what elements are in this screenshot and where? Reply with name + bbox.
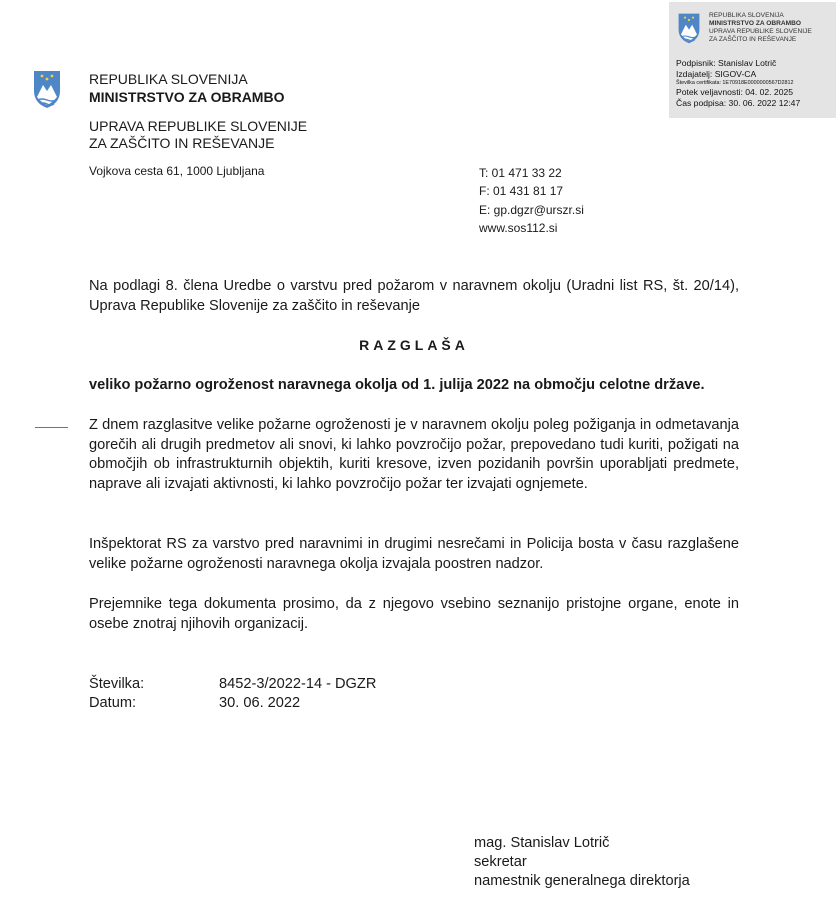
letterhead-republic: REPUBLIKA SLOVENIJA — [89, 71, 248, 87]
stamp-ministry: MINISTRSTVO ZA OBRAMBO — [709, 20, 802, 27]
letterhead-agency-line1: UPRAVA REPUBLIKE SLOVENIJE — [89, 118, 308, 134]
slovenia-coat-of-arms-icon — [32, 69, 62, 109]
stamp-signed-at: Čas podpisa: 30. 06. 2022 12:47 — [676, 98, 801, 109]
stamp-agency-line2: ZA ZAŠČITO IN REŠEVANJE — [709, 36, 797, 43]
reference-date-value: 30. 06. 2022 — [219, 695, 301, 711]
reference-date-label: Datum: — [89, 695, 137, 711]
restrictions-paragraph: Z dnem razglasitve velike požarne ogroženosti je v naravnem okolju poleg požiganja in odmetavanja gorečih ali drugih predmetov ali snovi, ki lahko povzročijo požar, prepovedano tudi kuriti, požigati na območjih ob infrastrukturnih objektih, kuriti kresove, izven pozidanih površin uporabljati predmete, naprave ali izvajati aktivnosti, ki lahko povzročijo požar ter izvajati ognjemete. — [89, 417, 739, 492]
letterhead-ministry: MINISTRSTVO ZA OBRAMBO — [89, 89, 285, 105]
stamp-signer: Podpisnik: Stanislav Lotrič — [676, 58, 777, 68]
signature-position: namestnik generalnega direktorja — [474, 873, 690, 889]
declaration-statement: veliko požarno ogroženost naravnega okolja od 1. julija 2022 na območju celotne države. — [89, 377, 705, 393]
reference-number-label: Številka: — [89, 676, 145, 692]
intro-paragraph: Na podlagi 8. člena Uredbe o varstvu pred požarom v naravnem okolju (Uradni list RS, št. 20/14), Uprava Republike Slovenije za zaščito in reševanje — [89, 278, 739, 314]
stamp-republic: REPUBLIKA SLOVENIJA — [709, 12, 784, 19]
stamp-issuer: Izdajatelj: SIGOV-CA — [676, 68, 757, 79]
signature-name: mag. Stanislav Lotrič — [474, 835, 610, 851]
reference-number-value: 8452-3/2022-14 - DGZR — [219, 676, 377, 692]
declaration-heading: RAZGLAŠA — [359, 337, 469, 353]
contact-web: www.sos112.si — [479, 221, 558, 236]
signature-block — [474, 834, 690, 891]
recipients-paragraph: Prejemnike tega dokumenta prosimo, da z njegovo vsebino seznanijo pristojne organe, enote in osebe znotraj njihovih organizacij. — [89, 596, 739, 632]
stamp-details — [676, 58, 800, 109]
margin-mark — [35, 427, 68, 428]
supervision-paragraph: Inšpektorat RS za varstvo pred naravnimi in drugimi nesrečami in Policija bosta v času razglašene velike požarne ogroženosti naravnega okolja izvajala poostren nadzor. — [89, 536, 739, 572]
stamp-validity: Potek veljavnosti: 04. 02. 2025 — [676, 87, 794, 98]
stamp-agency-line1: UPRAVA REPUBLIKE SLOVENIJE — [709, 28, 812, 35]
stamp-certificate: Številka certifikata: 1E70918E0000000567D2812 — [676, 80, 794, 87]
letterhead-agency — [89, 118, 307, 152]
letterhead-agency-line2: ZA ZAŠČITO IN REŠEVANJE — [89, 135, 275, 151]
slovenia-coat-of-arms-icon — [677, 12, 701, 44]
letterhead-address: Vojkova cesta 61, 1000 Ljubljana — [89, 164, 265, 178]
contact-phone: T: 01 471 33 22 — [479, 166, 562, 180]
contact-email: E: gp.dgzr@urszr.si — [479, 202, 584, 217]
contact-fax: F: 01 431 81 17 — [479, 184, 564, 199]
signature-title: sekretar — [474, 854, 527, 870]
stamp-header — [709, 12, 812, 44]
digital-signature-stamp — [669, 2, 836, 118]
letterhead-contacts — [479, 164, 584, 238]
